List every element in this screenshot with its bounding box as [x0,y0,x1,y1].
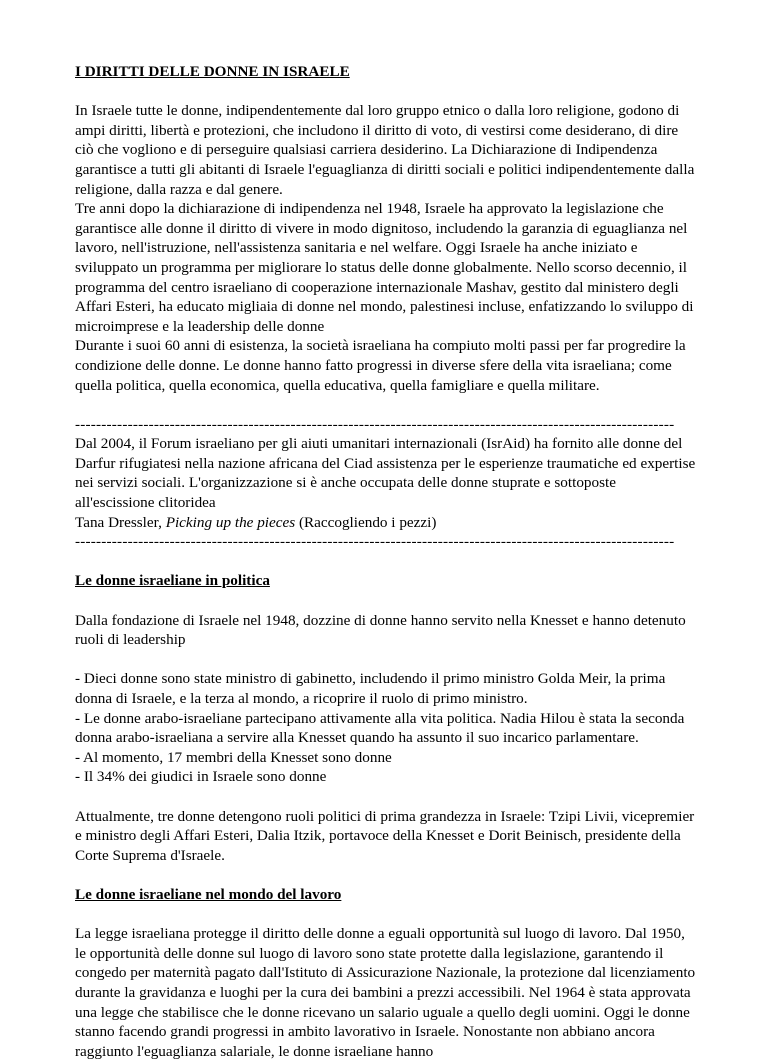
politics-list [75,669,699,787]
intro-paragraph-2: Tre anni dopo la dichiarazione di indipendenza nel 1948, Israele ha approvato la legislazione che garantisce alle donne il diritto di vivere in modo dignitoso, includendo la garanzia di eguaglianza nel lavoro, nell'istruzione, nell'assistenza sanitaria e nel welfare. Oggi Israele ha anche iniziato e sviluppato un programma per migliorare lo status delle donne globalmente. Nello scorso decennio, il programma del centro israeliano di cooperazione internazionale Mashav, gestito dal ministero degli Affari Esteri, ha educato migliaia di donne nel mondo, palestinesi incluse, enfatizzando lo sviluppo di microimprese e la leadership delle donne [75,200,694,335]
quote-block [75,434,699,532]
separator-top: ------------------------------------------------------------------------------------------------------------------ [75,415,675,433]
document-page [75,62,699,1061]
quote-author: Tana Dressler, [75,513,166,531]
intro-paragraph-1: In Israele tutte le donne, indipendentemente dal loro gruppo etnico o dalla loro religione, godono di ampi diritti, libertà e protezioni, che includono il diritto di voto, di vestirsi come desiderano, di dire ciò che vogliono e di perseguire qualsiasi carriera desiderino. La Dichiarazione di Indipendenza garantisce a tutti gli abitanti di Israele l'eguaglianza di diritti sociali e politici indipendentemente dalla religione, dalla razza e dal genere. [75,102,695,198]
list-item: - Al momento, 17 membri della Knesset sono donne [75,748,392,766]
quote-work-translation: (Raccogliendo i pezzi) [295,513,437,531]
quote-work-title: Picking up the pieces [165,513,296,531]
work-heading: Le donne israeliane nel mondo del lavoro [75,885,342,903]
list-item: - Dieci donne sono state ministro di gabinetto, includendo il primo ministro Golda Meir, la prima donna di Israele, e la terza al mondo, a ricoprire il ruolo di primo ministro. [75,670,666,707]
politics-closing: Attualmente, tre donne detengono ruoli politici di prima grandezza in Israele: Tzipi Livii, vicepremier e ministro degli Affari Esteri, Dalia Itzik, portavoce della Knesset e Dorit Beinisch, presidente della Corte Suprema d'Israele. [75,807,695,864]
quote-text: Dal 2004, il Forum israeliano per gli aiuti umanitari internazionali (IsrAid) ha fornito alle donne del Darfur rifugiatesi nella nazione africana del Ciad assistenza per le esperienze traumatiche ed expertise nei servizi sociali. L'organizzazione si è anche occupata delle donne stuprate e sottoposte all'escissione clitoridea [75,435,696,512]
document-title: I DIRITTI DELLE DONNE IN ISRAELE [75,63,350,80]
politics-heading: Le donne israeliane in politica [75,572,270,590]
intro-paragraph-3: Durante i suoi 60 anni di esistenza, la società israeliana ha compiuto molti passi per far progredire la condizione delle donne. Le donne hanno fatto progressi in diverse sfere della vita israeliana; come quella politica, quella economica, quella educativa, quella famigliare e quella militare. [75,337,686,394]
work-paragraph-1: La legge israeliana protegge il diritto delle donne a eguali opportunità sul luogo di lavoro. Dal 1950, le opportunità delle donne sul luogo di lavoro sono state protette dalla legislazione, garantendo il congedo per maternità pagato dall'Istituto di Assicurazione Nazionale, la protezione dal licenziamento durante la gravidanza e luoghi per la cura dei bambini a prezzi accessibili. Nel 1964 è stata approvata una legge che stabilisce che le donne ricevano un salario uguale a quello degli uomini. Oggi le donne stanno facendo grandi progressi in ambito lavorativo in Israele. Nonostante non abbiano ancora raggiunto l'eguaglianza salariale, le donne israeliane hanno [75,925,696,1060]
politics-intro: Dalla fondazione di Israele nel 1948, dozzine di donne hanno servito nella Knesset e hanno detenuto ruoli di leadership [75,611,686,649]
quote-credit [75,513,699,533]
list-item: - Le donne arabo-israeliane partecipano attivamente alla vita politica. Nadia Hilou è stata la seconda donna arabo-israeliana a servire alla Knesset quando ha assunto il suo incarico parlamentare. [75,709,685,747]
list-item: - Il 34% dei giudici in Israele sono donne [75,768,327,786]
separator-bottom: ------------------------------------------------------------------------------------------------------------------ [75,533,675,551]
